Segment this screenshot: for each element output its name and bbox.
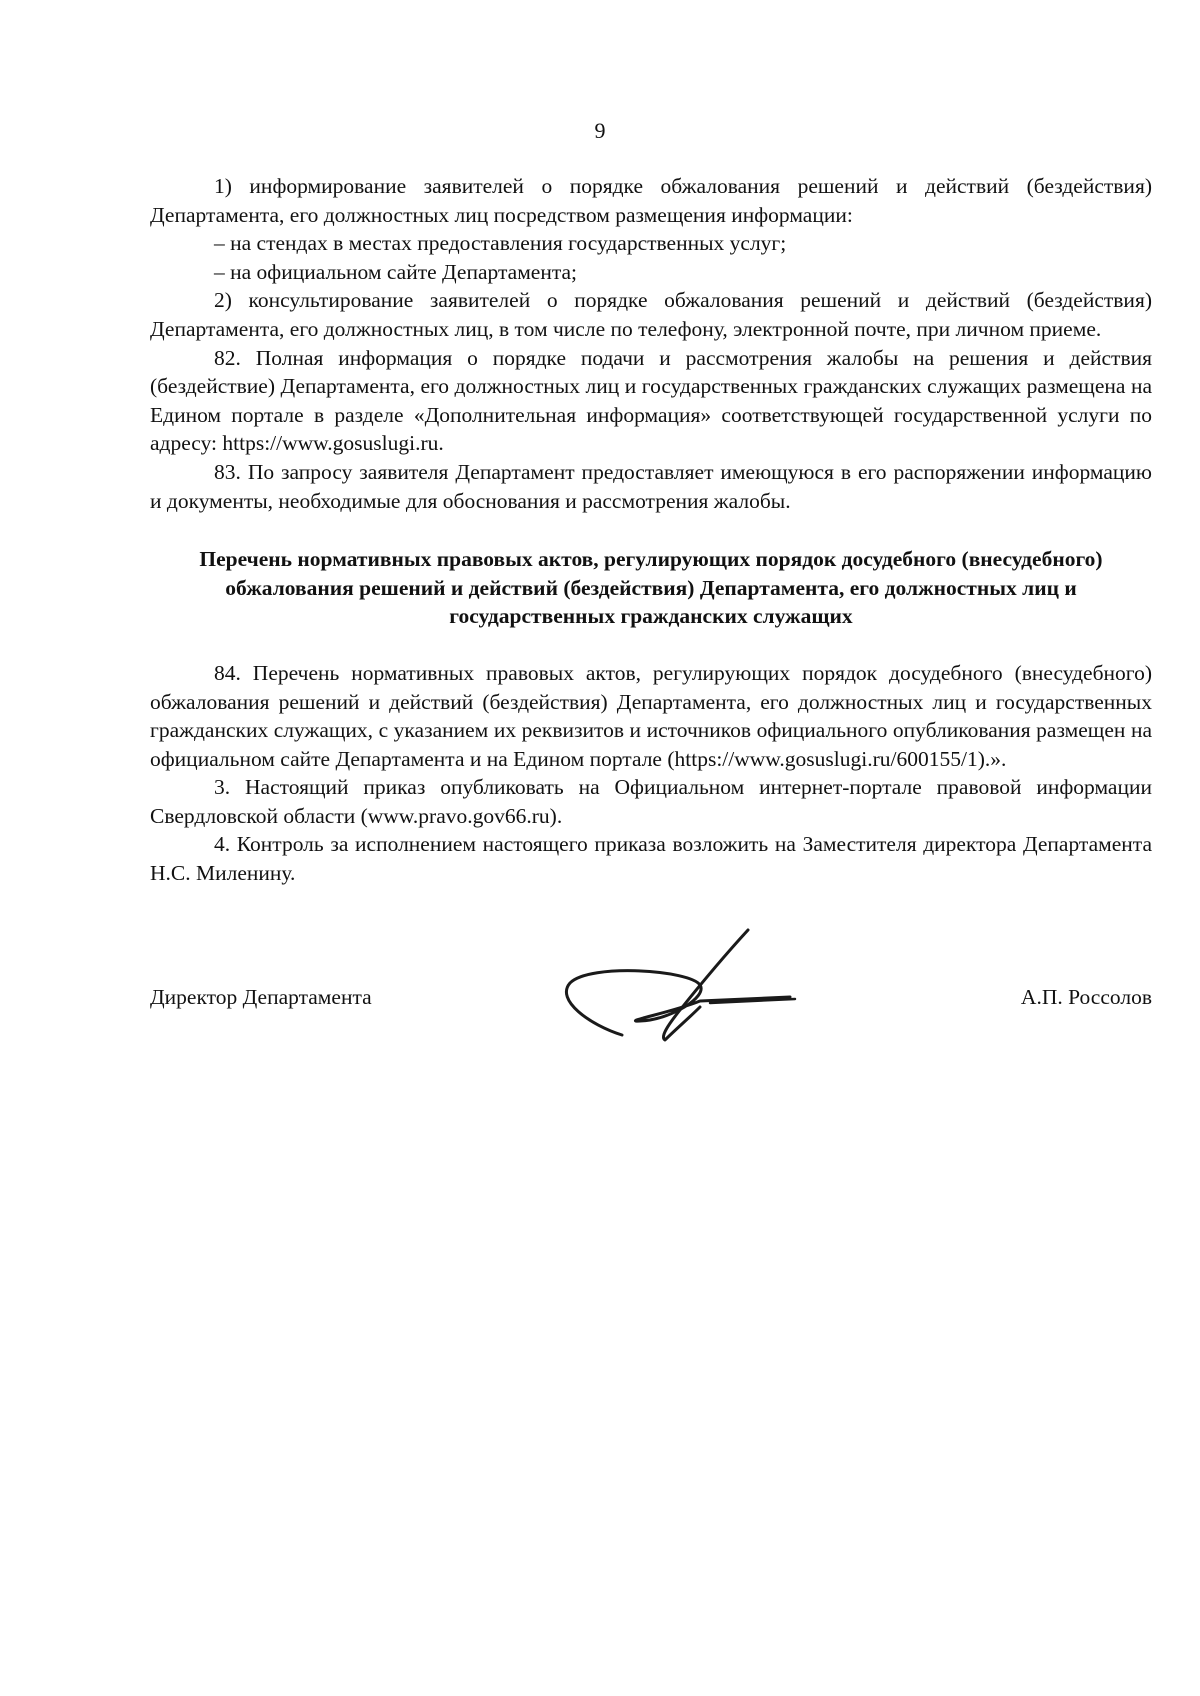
spacer bbox=[150, 631, 1152, 659]
signatory-name: А.П. Россолов bbox=[1020, 985, 1152, 1009]
section-heading: Перечень нормативных правовых актов, регулирующих порядок досудебного (внесудебного) обжалования решений и действий (бездействия) Департамента, его должностных лиц и государственных гражданских служащих bbox=[199, 547, 1103, 629]
paragraph-2: 2) консультирование заявителей о порядке обжалования решений и действий (бездействия) Департамента, его должностных лиц, в том числе по телефону, электронной почте, при личном приеме. bbox=[150, 288, 1152, 341]
page-number: 9 bbox=[594, 118, 606, 143]
paragraph-82: 82. Полная информация о порядке подачи и рассмотрения жалобы на решения и действия (бездействие) Департамента, его должностных лиц и государственных гражданских служащих размещена на Едином портале в разделе «Дополнительная информация» соответствующей государственной услуги по адресу: https://www.gosuslugi.ru. bbox=[150, 345, 1152, 456]
signature-row bbox=[150, 985, 1152, 1025]
paragraph-bullet-stands: – на стендах в местах предоставления государственных услуг; bbox=[214, 231, 787, 256]
paragraph-3: 3. Настоящий приказ опубликовать на Официальном интернет-портале правовой информации Свердловской области (www.pravo.gov66.ru). bbox=[150, 775, 1152, 828]
paragraph-bullet-website: – на официальном сайте Департамента; bbox=[214, 259, 578, 284]
paragraph-83: 83. По запросу заявителя Департамент предоставляет имеющуюся в его распоряжении информацию и документы, необходимые для обоснования и рассмотрения жалобы. bbox=[150, 459, 1152, 513]
paragraph-84: 84. Перечень нормативных правовых актов, регулирующих порядок досудебного (внесудебного) обжалования решений и действий (бездействия) Департамента, его должностных лиц и государственных гражданских служащих, с указанием их реквизитов и источников официального опубликования размещен на официальном сайте Департамента и на Едином портале (https://www.gosuslugi.ru/600155/1).». bbox=[150, 660, 1152, 771]
paragraph-4: 4. Контроль за исполнением настоящего приказа возложить на Заместителя директора Департамента Н.С. Миленину. bbox=[150, 832, 1152, 886]
signatory-title: Директор Департамента bbox=[150, 985, 372, 1009]
document-body bbox=[150, 172, 1152, 888]
paragraph-1: 1) информирование заявителей о порядке обжалования решений и действий (бездействия) Департамента, его должностных лиц посредством размещения информации: bbox=[150, 174, 1152, 227]
